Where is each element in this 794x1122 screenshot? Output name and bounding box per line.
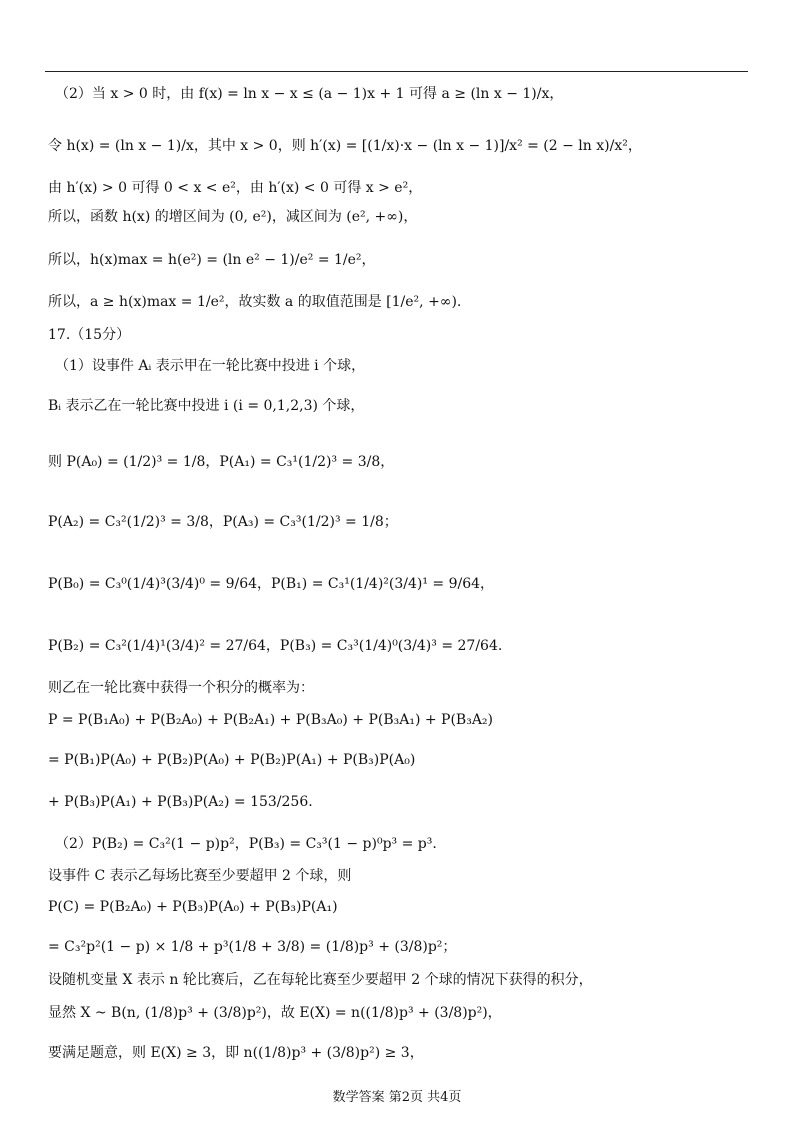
text-line: P(B₂) = C₃²(1/4)¹(3/4)² = 27/64，P(B₃) = C₃³(1/4)⁰(3/4)³ = 27/64. bbox=[48, 638, 503, 654]
text-line: （2）P(B₂) = C₃²(1 − p)p²，P(B₃) = C₃³(1 − p)⁰p³ = p³. bbox=[55, 836, 437, 852]
text-line: 设事件 C 表示乙每场比赛至少要超甲 2 个球，则 bbox=[48, 868, 352, 884]
text-line: 所以，函数 h(x) 的增区间为 (0, e²)，减区间为 (e², +∞)， bbox=[48, 209, 418, 225]
text-line: 要满足题意，则 E(X) ≥ 3，即 n((1/8)p³ + (3/8)p²) ≥ 3， bbox=[48, 1045, 424, 1061]
text-line: 则乙在一轮比赛中获得一个积分的概率为： bbox=[48, 680, 314, 696]
text-line: P(A₂) = C₃²(1/2)³ = 3/8，P(A₃) = C₃³(1/2)³ = 1/8； bbox=[48, 514, 398, 530]
text-line: 则 P(A₀) = (1/2)³ = 1/8，P(A₁) = C₃¹(1/2)³ = 3/8， bbox=[48, 454, 395, 470]
page-footer: 数学答案 第2页 共4页 bbox=[332, 1090, 462, 1105]
text-line: + P(B₃)P(A₁) + P(B₃)P(A₂) = 153/256. bbox=[48, 794, 313, 810]
text-line: P(B₀) = C₃⁰(1/4)³(3/4)⁰ = 9/64，P(B₁) = C₃¹(1/4)²(3/4)¹ = 9/64， bbox=[48, 576, 495, 592]
text-line: = C₃²p²(1 − p) × 1/8 + p³(1/8 + 3/8) = (1/8)p³ + (3/8)p²； bbox=[48, 939, 457, 955]
text-line: 设随机变量 X 表示 n 轮比赛后，乙在每轮比赛至少要超甲 2 个球的情况下获得的积分， bbox=[48, 972, 593, 988]
text-line: 显然 X ~ B(n, (1/8)p³ + (3/8)p²)，故 E(X) = n((1/8)p³ + (3/8)p²)， bbox=[48, 1005, 502, 1021]
header-rule bbox=[45, 71, 748, 72]
text-line: P(C) = P(B₂A₀) + P(B₃)P(A₀) + P(B₃)P(A₁) bbox=[48, 899, 338, 915]
text-line: 由 h′(x) > 0 可得 0 < x < e²，由 h′(x) < 0 可得 x > e²， bbox=[48, 180, 423, 196]
text-line: P = P(B₁A₀) + P(B₂A₀) + P(B₂A₁) + P(B₃A₀) + P(B₃A₁) + P(B₃A₂) bbox=[48, 712, 494, 728]
text-line: 令 h(x) = (ln x − 1)/x，其中 x > 0，则 h′(x) = [(1/x)·x − (ln x − 1)]/x² = (2 − ln x)/x²， bbox=[48, 138, 642, 154]
text-line: = P(B₁)P(A₀) + P(B₂)P(A₀) + P(B₂)P(A₁) + P(B₃)P(A₀) bbox=[48, 752, 416, 768]
text-line: 所以，a ≥ h(x)max = 1/e²，故实数 a 的取值范围是 [1/e², +∞). bbox=[48, 294, 462, 310]
text-line: （2）当 x > 0 时，由 f(x) = ln x − x ≤ (a − 1)x + 1 可得 a ≥ (ln x − 1)/x， bbox=[55, 86, 564, 102]
text-line: 所以，h(x)max = h(e²) = (ln e² − 1)/e² = 1/e²， bbox=[48, 252, 376, 268]
text-line: Bᵢ 表示乙在一轮比赛中投进 i (i = 0,1,2,3) 个球， bbox=[48, 398, 365, 414]
section-heading: 17.（15分） bbox=[48, 327, 131, 343]
text-line: （1）设事件 Aᵢ 表示甲在一轮比赛中投进 i 个球， bbox=[55, 358, 366, 374]
